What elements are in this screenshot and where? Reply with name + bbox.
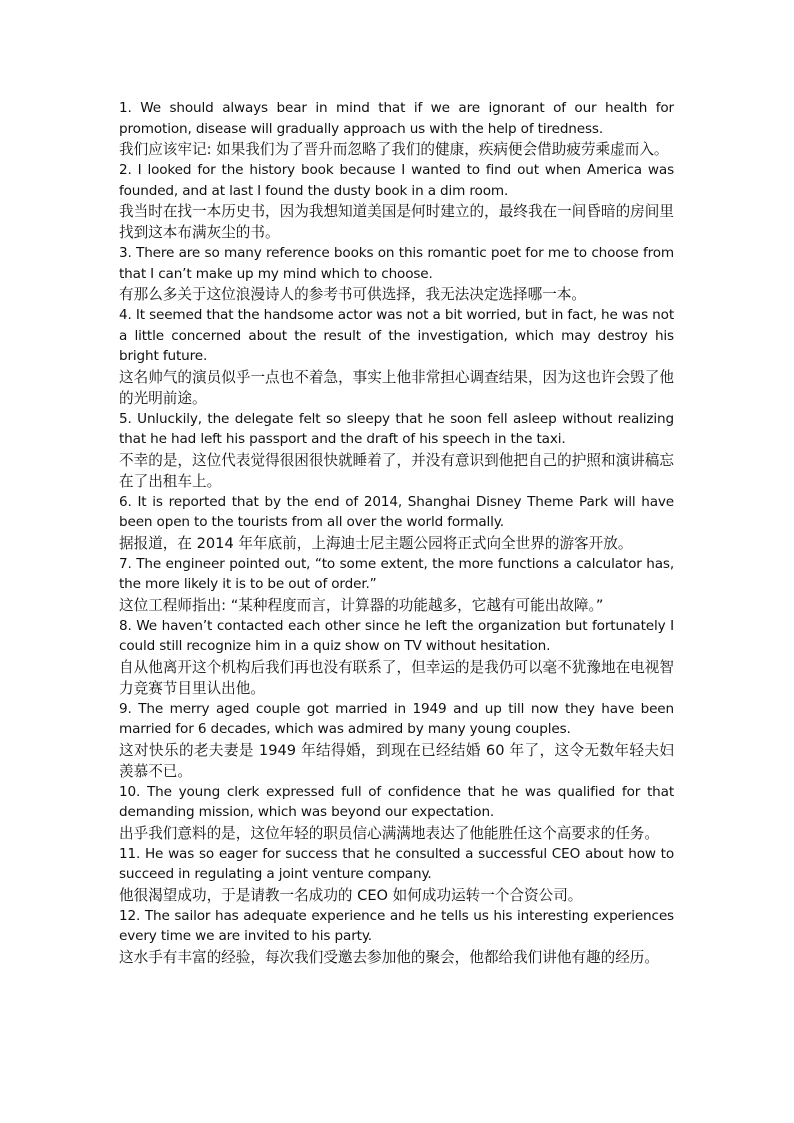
sentence-item-12 — [119, 906, 674, 968]
sentence-item-4 — [119, 305, 674, 409]
sentence-item-3 — [119, 243, 674, 305]
chinese-translation: 不幸的是，这位代表觉得很困很快就睡着了，并没有意识到他把自己的护照和演讲稿忘在了出租车上。 — [119, 451, 674, 490]
chinese-translation: 我当时在找一本历史书，因为我想知道美国是何时建立的，最终我在一间昏暗的房间里找到这本布满灰尘的书。 — [119, 203, 674, 241]
chinese-translation: 出乎我们意料的是，这位年轻的职员信心满满地表达了他能胜任这个高要求的任务。 — [119, 824, 659, 842]
chinese-translation: 他很渴望成功，于是请教一名成功的 CEO 如何成功运转一个合资公司。 — [119, 886, 583, 904]
english-sentence: 1. We should always bear in mind that if we are ignorant of our health for promotion, disease will gradually approach us with the help of tiredness. — [119, 100, 674, 137]
chinese-translation: 据报道，在 2014 年年底前，上海迪士尼主题公园将正式向全世界的游客开放。 — [119, 534, 633, 552]
chinese-translation: 这名帅气的演员似乎一点也不着急，事实上他非常担心调查结果，因为这也许会毁了他的光明前途。 — [119, 368, 674, 407]
english-sentence: 9. The merry aged couple got married in 1949 and up till now they have been married for 6 decades, which was admired by many young couples. — [119, 700, 674, 737]
english-sentence: 5. Unluckily, the delegate felt so sleepy that he soon fell asleep without realizing that he had left his passport and the draft of his speech in the taxi. — [119, 410, 674, 447]
sentence-item-6 — [119, 492, 674, 554]
document-page — [119, 98, 674, 968]
sentence-item-5 — [119, 409, 674, 492]
sentence-item-7 — [119, 554, 674, 616]
sentence-item-8 — [119, 616, 674, 699]
sentence-item-1 — [119, 98, 674, 160]
chinese-translation: 这水手有丰富的经验，每次我们受邀去参加他的聚会，他都给我们讲他有趣的经历。 — [119, 948, 659, 966]
english-sentence: 6. It is reported that by the end of 2014, Shanghai Disney Theme Park will have been open to the tourists from all over the world formally. — [119, 493, 674, 530]
english-sentence: 7. The engineer pointed out, “to some extent, the more functions a calculator has, the more likely it is to be out of order.” — [119, 555, 674, 592]
chinese-translation: 这位工程师指出: “某种程度而言，计算器的功能越多，它越有可能出故障。” — [119, 596, 604, 614]
english-sentence: 11. He was so eager for success that he consulted a successful CEO about how to succeed in regulating a joint venture company. — [119, 845, 674, 882]
english-sentence: 8. We haven’t contacted each other since he left the organization but fortunately I could still recognize him in a quiz show on TV without hesitation. — [119, 617, 674, 654]
chinese-translation: 我们应该牢记: 如果我们为了晋升而忽略了我们的健康，疾病便会借助疲劳乘虚而入。 — [119, 141, 669, 158]
sentence-item-2 — [119, 160, 674, 243]
english-sentence: 2. I looked for the history book because I wanted to find out when America was founded, and at last I found the dusty book in a dim room. — [119, 162, 674, 199]
chinese-translation: 有那么多关于这位浪漫诗人的参考书可供选择，我无法决定选择哪一本。 — [119, 286, 587, 303]
sentence-item-10 — [119, 782, 674, 844]
english-sentence: 12. The sailor has adequate experience and he tells us his interesting experiences every time we are invited to his party. — [119, 907, 674, 944]
english-sentence: 3. There are so many reference books on this romantic poet for me to choose from that I can’t make up my mind which to choose. — [119, 245, 674, 282]
chinese-translation: 这对快乐的老夫妻是 1949 年结得婚，到现在已经结婚 60 年了，这令无数年轻夫妇羡慕不已。 — [119, 741, 674, 780]
english-sentence: 4. It seemed that the handsome actor was not a bit worried, but in fact, he was not a little concerned about the result of the investigation, which may destroy his bright future. — [119, 307, 674, 364]
sentence-item-11 — [119, 844, 674, 906]
sentence-item-9 — [119, 699, 674, 782]
chinese-translation: 自从他离开这个机构后我们再也没有联系了，但幸运的是我仍可以毫不犹豫地在电视智力竞赛节目里认出他。 — [119, 658, 674, 697]
english-sentence: 10. The young clerk expressed full of confidence that he was qualified for that demanding mission, which was beyond our expectation. — [119, 783, 674, 820]
